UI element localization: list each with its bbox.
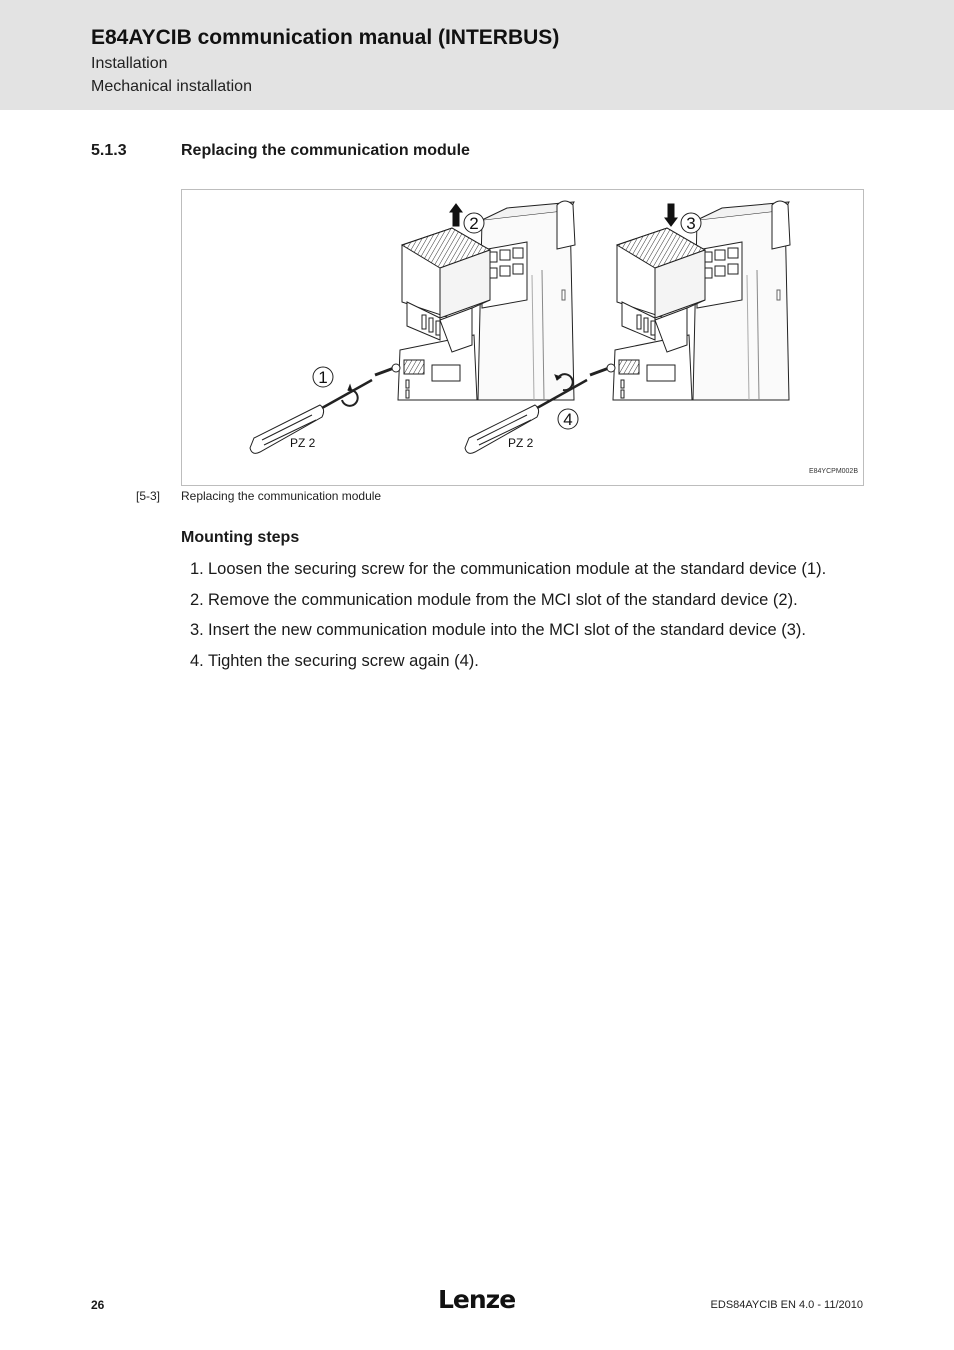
- list-item: [190, 621, 870, 652]
- tool-label-right: PZ 2: [508, 436, 534, 450]
- breadcrumb-mechanical-installation: Mechanical installation: [91, 78, 252, 95]
- step-text: Loosen the securing screw for the communication module at the standard device (1).: [208, 560, 827, 578]
- figure-replacing-module: [181, 189, 864, 486]
- section-title: Replacing the communication module: [181, 142, 470, 159]
- mounting-steps-list: [190, 560, 870, 682]
- step-number: 3.: [190, 621, 204, 639]
- breadcrumb-installation: Installation: [91, 55, 168, 72]
- step-number: 2.: [190, 590, 204, 609]
- section-number: 5.1.3: [91, 142, 127, 159]
- step-number: 4.: [190, 651, 204, 670]
- step-text: Remove the communication module from the MCI slot of the standard device (2).: [208, 590, 798, 609]
- step-text: Tighten the securing screw again (4).: [208, 651, 479, 670]
- figure-caption-number: [5-3]: [136, 489, 161, 503]
- callout-label-3: 3: [686, 214, 696, 233]
- lenze-logo: Lenze: [438, 1285, 516, 1314]
- callout-label-1: 1: [318, 368, 328, 387]
- figure-image-code: E84YCPM002B: [808, 468, 858, 475]
- step-number: 1.: [190, 560, 204, 578]
- page-number: 26: [91, 1298, 105, 1312]
- tool-label-left: PZ 2: [290, 436, 316, 450]
- step-text: Insert the new communication module into the MCI slot of the standard device (3).: [208, 621, 806, 639]
- document-reference: EDS84AYCIB EN 4.0 - 11/2010: [710, 1299, 863, 1311]
- figure-illustration: [182, 190, 863, 485]
- figure-caption: Replacing the communication module: [181, 489, 382, 503]
- list-item: [190, 560, 870, 591]
- page-header: [0, 0, 954, 110]
- document-title: E84AYCIB communication manual (INTERBUS): [91, 26, 560, 49]
- callout-label-4: 4: [563, 410, 573, 429]
- mounting-steps-heading: Mounting steps: [181, 529, 300, 546]
- list-item: [190, 591, 870, 622]
- list-item: [190, 652, 870, 683]
- callout-label-2: 2: [469, 214, 479, 233]
